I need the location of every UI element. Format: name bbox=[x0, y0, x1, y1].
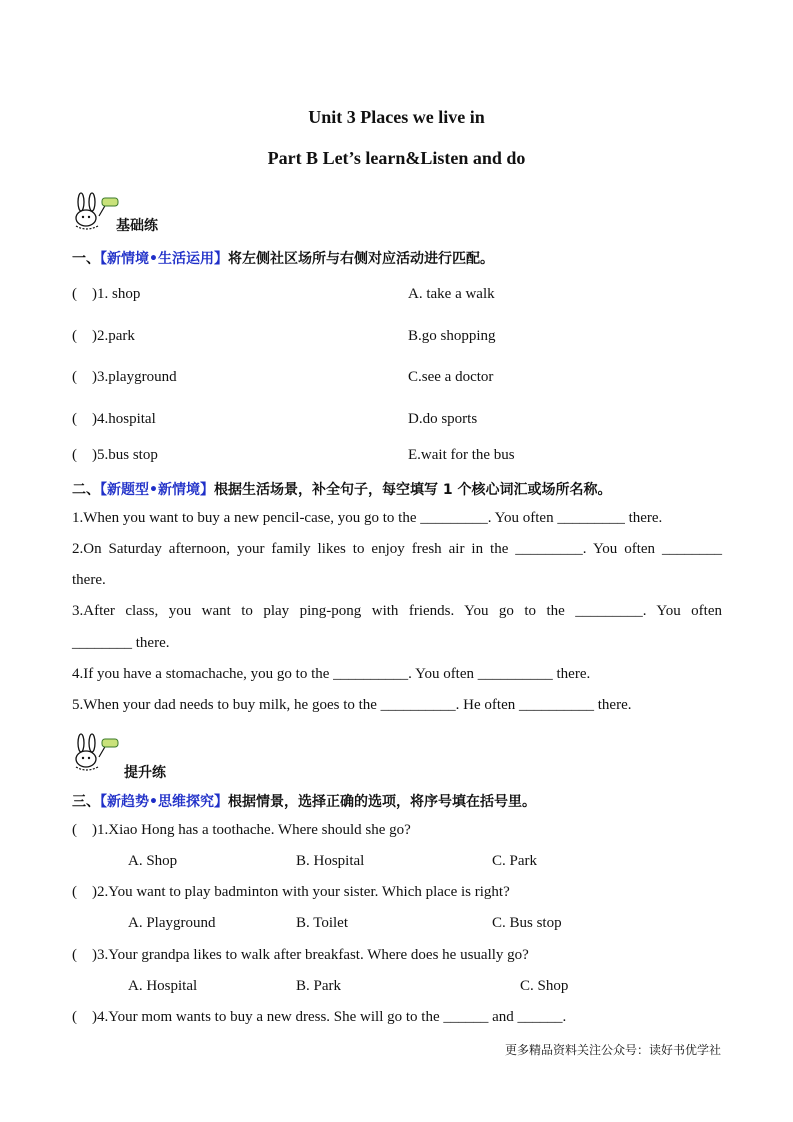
choice-question: ( )2.You want to play badminton with your sister. Which place is right? bbox=[72, 884, 510, 900]
section3-instruction: 根据情景，选择正确的选项，将序号填在括号里。 bbox=[227, 794, 536, 810]
footer-note: 更多精品资料关注公众号：读好书优学社 bbox=[504, 1043, 721, 1057]
section2-instruction: 根据生活场景，补全句子，每空填写 1 个核心词汇或场所名称。 bbox=[213, 482, 612, 498]
level-basic-label: 基础练 bbox=[116, 218, 158, 234]
fill-question: 2.On Saturday afternoon, your family likes to enjoy fresh air in the _________. You often ________ bbox=[72, 541, 722, 557]
match-row: ( )1. shop bbox=[72, 286, 141, 302]
section1-tag: 【新情境•生活运用】 bbox=[100, 251, 228, 267]
fill-question: 3.After class, you want to play ping-pong with friends. You go to the _________. You often bbox=[72, 603, 722, 619]
section3-heading bbox=[72, 791, 536, 811]
bunny-icon bbox=[72, 192, 120, 232]
choice-question: ( )1.Xiao Hong has a toothache. Where should she go? bbox=[72, 822, 411, 838]
choice-option: A. Hospital bbox=[128, 978, 198, 994]
section3-tag: 【新趋势•思维探究】 bbox=[100, 794, 228, 810]
section2-tag: 【新题型•新情境】 bbox=[100, 482, 214, 498]
section3-number: 三、 bbox=[72, 794, 100, 810]
fill-question-cont: ________ there. bbox=[72, 635, 170, 651]
section1-heading bbox=[72, 248, 494, 268]
match-row: ( )3.playground bbox=[72, 369, 177, 385]
page-title: Unit 3 Places we live in bbox=[308, 107, 485, 127]
choice-option: C. Bus stop bbox=[492, 915, 562, 931]
match-row: ( )5.bus stop bbox=[72, 447, 158, 463]
match-row: ( )4.hospital bbox=[72, 411, 156, 427]
choice-option: C. Shop bbox=[520, 978, 569, 994]
level-advanced-label: 提升练 bbox=[124, 765, 166, 781]
section2-heading bbox=[72, 479, 611, 499]
choice-option: A. Playground bbox=[128, 915, 216, 931]
fill-question-cont: there. bbox=[72, 572, 106, 588]
choice-option: B. Toilet bbox=[296, 915, 349, 931]
choice-option: B. Hospital bbox=[296, 853, 365, 869]
section1-number: 一、 bbox=[72, 251, 100, 267]
fill-question: 5.When your dad needs to buy milk, he goes to the __________. He often __________ there. bbox=[72, 697, 632, 713]
choice-question: ( )3.Your grandpa likes to walk after breakfast. Where does he usually go? bbox=[72, 947, 529, 963]
fill-question: 4.If you have a stomachache, you go to the __________. You often __________ there. bbox=[72, 666, 591, 682]
match-row: ( )2.park bbox=[72, 328, 135, 344]
match-option: C.see a doctor bbox=[408, 369, 494, 385]
match-option: A. take a walk bbox=[408, 286, 495, 302]
section1-instruction: 将左侧社区场所与右侧对应活动进行匹配。 bbox=[227, 251, 494, 267]
fill-question: 1.When you want to buy a new pencil-case, you go to the _________. You often _________ there. bbox=[72, 510, 663, 526]
page-subtitle: Part B Let’s learn&Listen and do bbox=[267, 148, 526, 168]
match-option: B.go shopping bbox=[408, 328, 496, 344]
bunny-icon bbox=[72, 733, 120, 773]
choice-option: B. Park bbox=[296, 978, 341, 994]
choice-question: ( )4.Your mom wants to buy a new dress. She will go to the ______ and ______. bbox=[72, 1009, 567, 1025]
match-option: E.wait for the bus bbox=[408, 447, 515, 463]
match-option: D.do sports bbox=[408, 411, 478, 427]
choice-option: C. Park bbox=[492, 853, 537, 869]
section2-number: 二、 bbox=[72, 482, 100, 498]
choice-option: A. Shop bbox=[128, 853, 178, 869]
